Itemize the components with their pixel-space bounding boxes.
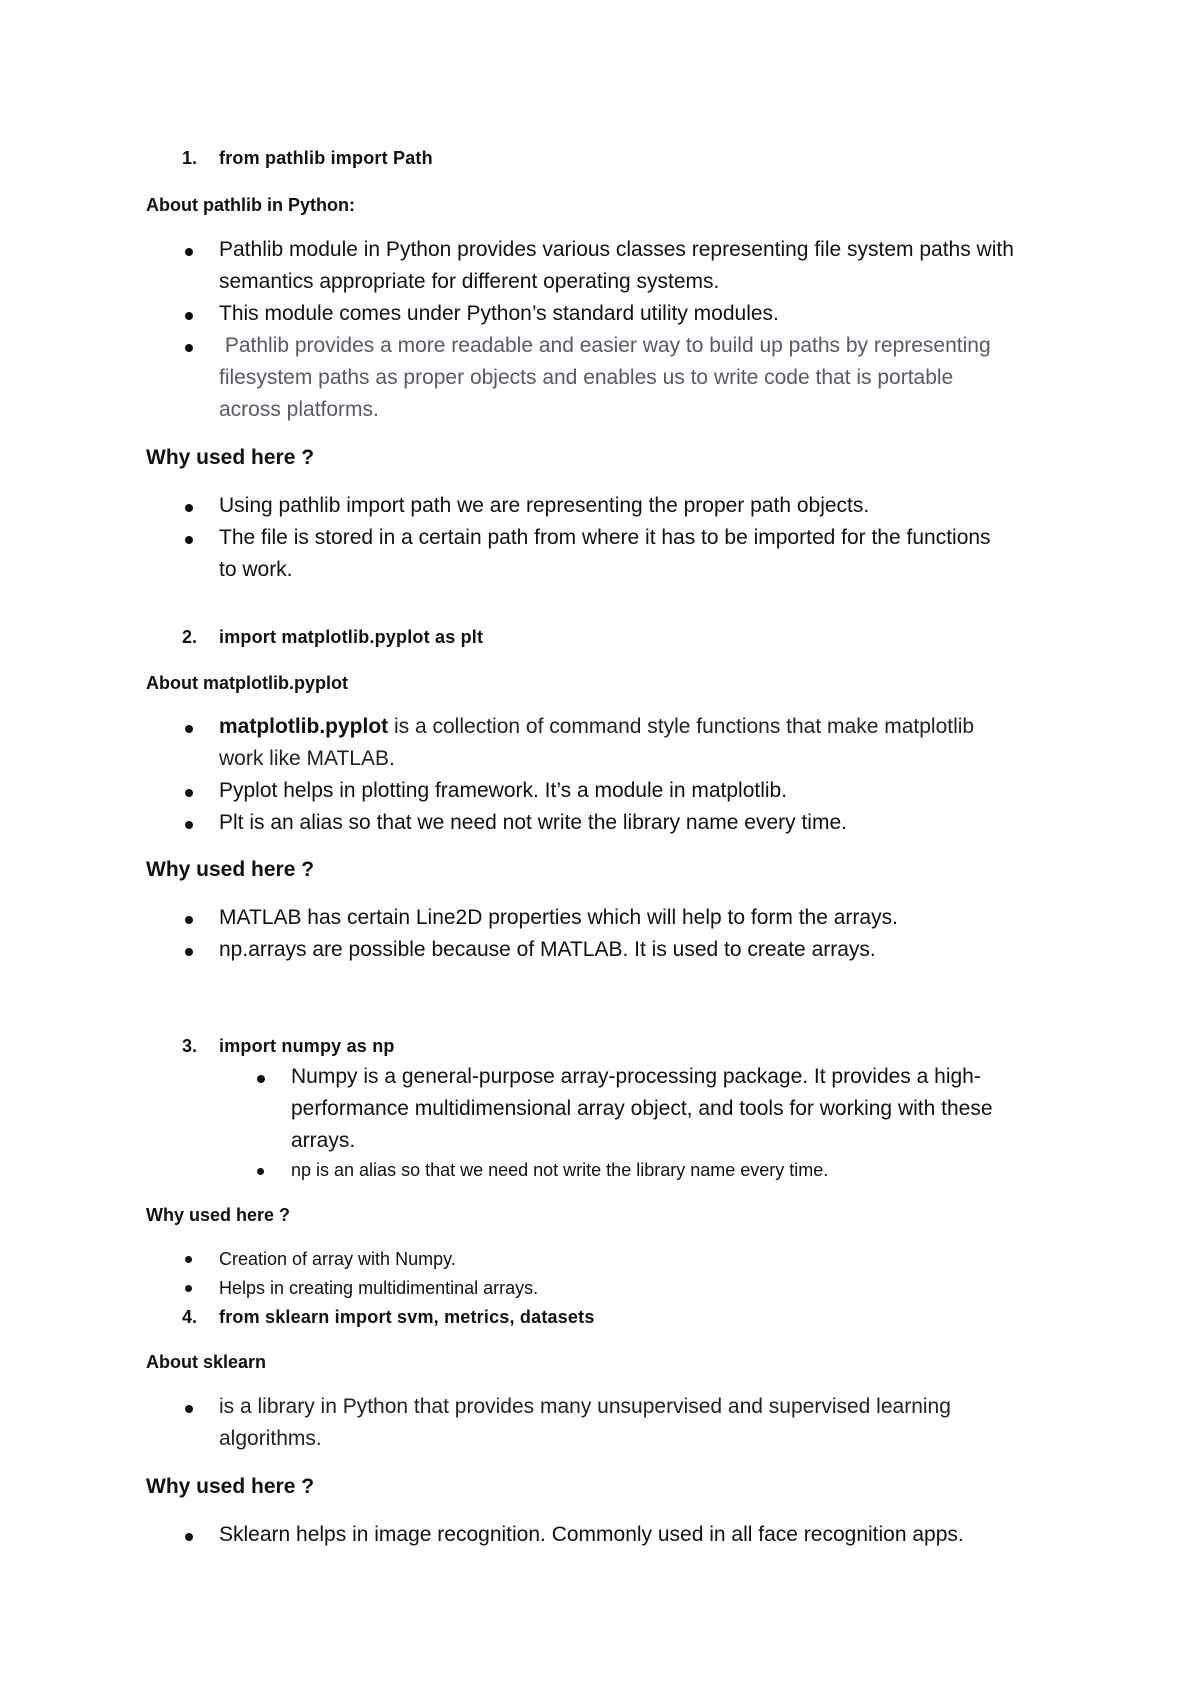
list-number: 1.	[182, 148, 198, 168]
bullet-icon	[185, 1256, 192, 1263]
why-line: to work.	[219, 558, 293, 581]
about-line: arrays.	[291, 1129, 356, 1152]
why-line: np.arrays are possible because of MATLAB. It is used to create arrays.	[219, 938, 876, 961]
bullet-icon	[185, 1533, 193, 1541]
bullet-icon	[185, 821, 193, 829]
why-line: MATLAB has certain Line2D properties which will help to form the arrays.	[219, 906, 898, 929]
about-line-rest: is a collection of command style functions that make matplotlib	[388, 715, 975, 738]
why-line: Creation of array with Numpy.	[219, 1249, 456, 1269]
about-heading-sklearn: About sklearn	[146, 1352, 267, 1372]
why-heading: Why used here ?	[146, 1205, 291, 1225]
code-heading-sklearn: from sklearn import svm, metrics, datasets	[219, 1307, 595, 1327]
about-line: Pathlib provides a more readable and easier way to build up paths by representing	[219, 334, 991, 357]
code-heading-numpy: import numpy as np	[219, 1036, 395, 1056]
about-line: semantics appropriate for different operating systems.	[219, 270, 720, 293]
about-lead: matplotlib.pyplot	[219, 715, 389, 738]
about-line: algorithms.	[219, 1427, 322, 1450]
why-line: Helps in creating multidimentinal arrays.	[219, 1278, 539, 1298]
about-line: Numpy is a general-purpose array-processing package. It provides a high-	[291, 1065, 981, 1088]
why-line: The file is stored in a certain path from where it has to be imported for the functions	[219, 526, 991, 549]
why-line: Sklearn helps in image recognition. Commonly used in all face recognition apps.	[219, 1523, 964, 1546]
code-heading-matplotlib: import matplotlib.pyplot as plt	[219, 627, 484, 647]
about-line: This module comes under Python’s standard utility modules.	[219, 302, 779, 325]
why-heading: Why used here ?	[146, 446, 315, 469]
list-number: 3.	[182, 1036, 198, 1056]
bullet-icon	[185, 344, 193, 352]
about-line	[219, 715, 974, 739]
bullet-icon	[257, 1168, 264, 1175]
code-heading-pathlib: from pathlib import Path	[219, 148, 433, 168]
about-line: Plt is an alias so that we need not write the library name every time.	[219, 811, 847, 834]
bullet-icon	[257, 1075, 265, 1083]
about-line: Pathlib module in Python provides various classes representing file system paths with	[219, 238, 1014, 261]
bullet-icon	[185, 789, 193, 797]
bullet-icon	[185, 536, 193, 544]
bullet-icon	[185, 1285, 192, 1292]
about-line: work like MATLAB.	[219, 747, 395, 770]
about-line: across platforms.	[219, 398, 379, 421]
list-number: 2.	[182, 627, 198, 647]
about-heading-pathlib: About pathlib in Python:	[146, 195, 355, 215]
about-line: np is an alias so that we need not write the library name every time.	[291, 1160, 829, 1180]
about-heading-matplotlib: About matplotlib.pyplot	[146, 673, 348, 693]
about-line: filesystem paths as proper objects and enables us to write code that is portable	[219, 366, 954, 389]
bullet-icon	[185, 312, 193, 320]
bullet-icon	[185, 248, 193, 256]
bullet-icon	[185, 504, 193, 512]
about-line: is a library in Python that provides many unsupervised and supervised learning	[219, 1395, 951, 1418]
about-line: Pyplot helps in plotting framework. It’s a module in matplotlib.	[219, 779, 788, 802]
bullet-icon	[185, 725, 193, 733]
bullet-icon	[185, 916, 193, 924]
list-number: 4.	[182, 1307, 198, 1327]
why-line: Using pathlib import path we are representing the proper path objects.	[219, 494, 870, 517]
why-heading: Why used here ?	[146, 1475, 315, 1498]
bullet-icon	[185, 948, 193, 956]
why-heading: Why used here ?	[146, 858, 315, 881]
bullet-icon	[185, 1405, 193, 1413]
about-line: performance multidimensional array object, and tools for working with these	[291, 1097, 993, 1120]
